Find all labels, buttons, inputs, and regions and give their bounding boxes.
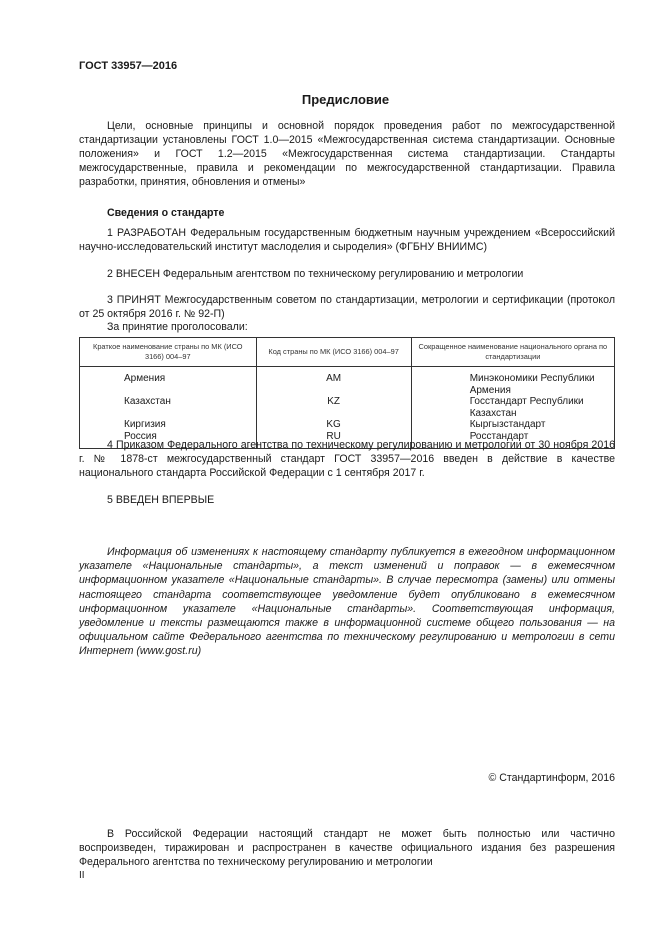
page-title: Предисловие — [301, 92, 390, 107]
item-1 — [79, 226, 615, 254]
page-number: II — [79, 870, 85, 881]
rights-paragraph — [79, 827, 615, 869]
intro-text: Цели, основные принципы и основной порядок проведения работ по межгосударственной стандартизации установлены ГОСТ 1.0—2015 «Межгосударственная система стандартизации. Основные положения» и ГОСТ 1.2—2015 «Межгосударственная система стандартизации. Стандарты межгосударственные, правила и рекомендации по межгосударственной стандартизации. Правила разработки, принятия, обновления и отмены» — [79, 120, 615, 188]
doc-code-header: ГОСТ 33957—2016 — [79, 60, 178, 72]
table-cell-code: KG — [256, 419, 411, 431]
table-cell-body: Росстандарт — [411, 431, 614, 449]
info-heading: Сведения о стандарте — [107, 207, 225, 219]
table-cell-country: Казахстан — [80, 396, 257, 419]
voted-line — [79, 320, 615, 334]
table-row — [80, 419, 615, 431]
states-table — [79, 337, 615, 449]
item-3-text: 3 ПРИНЯТ Межгосударственным советом по стандартизации, метрологии и сертификации (протокол от 25 октября 2016 г. № 92-П) — [79, 294, 615, 320]
table-row — [80, 396, 615, 419]
item-1-text: 1 РАЗРАБОТАН Федеральным государственным бюджетным научным учреждением «Всероссийский научно-исследовательский институт маслоделия и сыроделия» (ФГБНУ ВНИИМС) — [79, 227, 615, 253]
rights-text: В Российской Федерации настоящий стандарт не может быть полностью или частично воспроизведен, тиражирован и распространен в качестве официального издания без разрешения Федерального агентства по техническому регулированию и метрологии — [79, 828, 615, 868]
table-cell-body: Минэкономики Республики Армения — [411, 367, 614, 397]
table-cell-body: Кыргызстандарт — [411, 419, 614, 431]
table-cell-country: Киргизия — [80, 419, 257, 431]
item-4-text: 4 Приказом Федерального агентства по техническому регулированию и метрологии от 30 ноября 2016 г. № 1878-ст межгосударственный стандарт ГОСТ 33957—2016 введен в действие в качестве национального стандарта Российской Федерации с 1 сентября 2017 г. — [79, 439, 615, 479]
table-header-code: Код страны по МК (ИСО 3166) 004–97 — [256, 338, 411, 367]
copyright: © Стандартинформ, 2016 — [488, 772, 615, 784]
table-cell-country: Россия — [80, 431, 257, 449]
intro-paragraph — [79, 119, 615, 189]
item-3 — [79, 293, 615, 321]
item-2-text: 2 ВНЕСЕН Федеральным агентством по техническому регулированию и метрологии — [107, 268, 524, 280]
info-notice: Информация об изменениях к настоящему стандарту публикуется в ежегодном информационном указателе «Национальные стандарты», а текст изменений и поправок — в ежемесячном информационном указателе «Национальные стандарты». В случае пересмотра (замены) или отмены настоящего стандарта соответствующее уведомление будет опубликовано в ежемесячном информационном указателе «Национальные стандарты». Соответствующая информация, уведомление и тексты размещаются также в информационной системе общего пользования — на официальном сайте Федерального агентства по техническому регулированию и метрологии в сети Интернет (www.gost.ru) — [79, 546, 615, 658]
table-row — [80, 367, 615, 397]
table-header-row — [80, 338, 615, 367]
table-cell-code: KZ — [256, 396, 411, 419]
table-cell-body: Госстандарт Республики Казахстан — [411, 396, 614, 419]
table-header-body: Сокращенное наименование национального органа по стандартизации — [411, 338, 614, 367]
table-cell-country: Армения — [80, 367, 257, 397]
table-header-country: Краткое наименование страны по МК (ИСО 3166) 004–97 — [80, 338, 257, 367]
table-cell-code: AM — [256, 367, 411, 397]
item-4 — [79, 438, 615, 480]
item-5 — [79, 493, 615, 507]
item-2 — [79, 267, 615, 281]
table-cell-code: RU — [256, 431, 411, 449]
voted-text: За принятие проголосовали: — [107, 321, 248, 333]
item-5-text: 5 ВВЕДЕН ВПЕРВЫЕ — [107, 494, 215, 506]
